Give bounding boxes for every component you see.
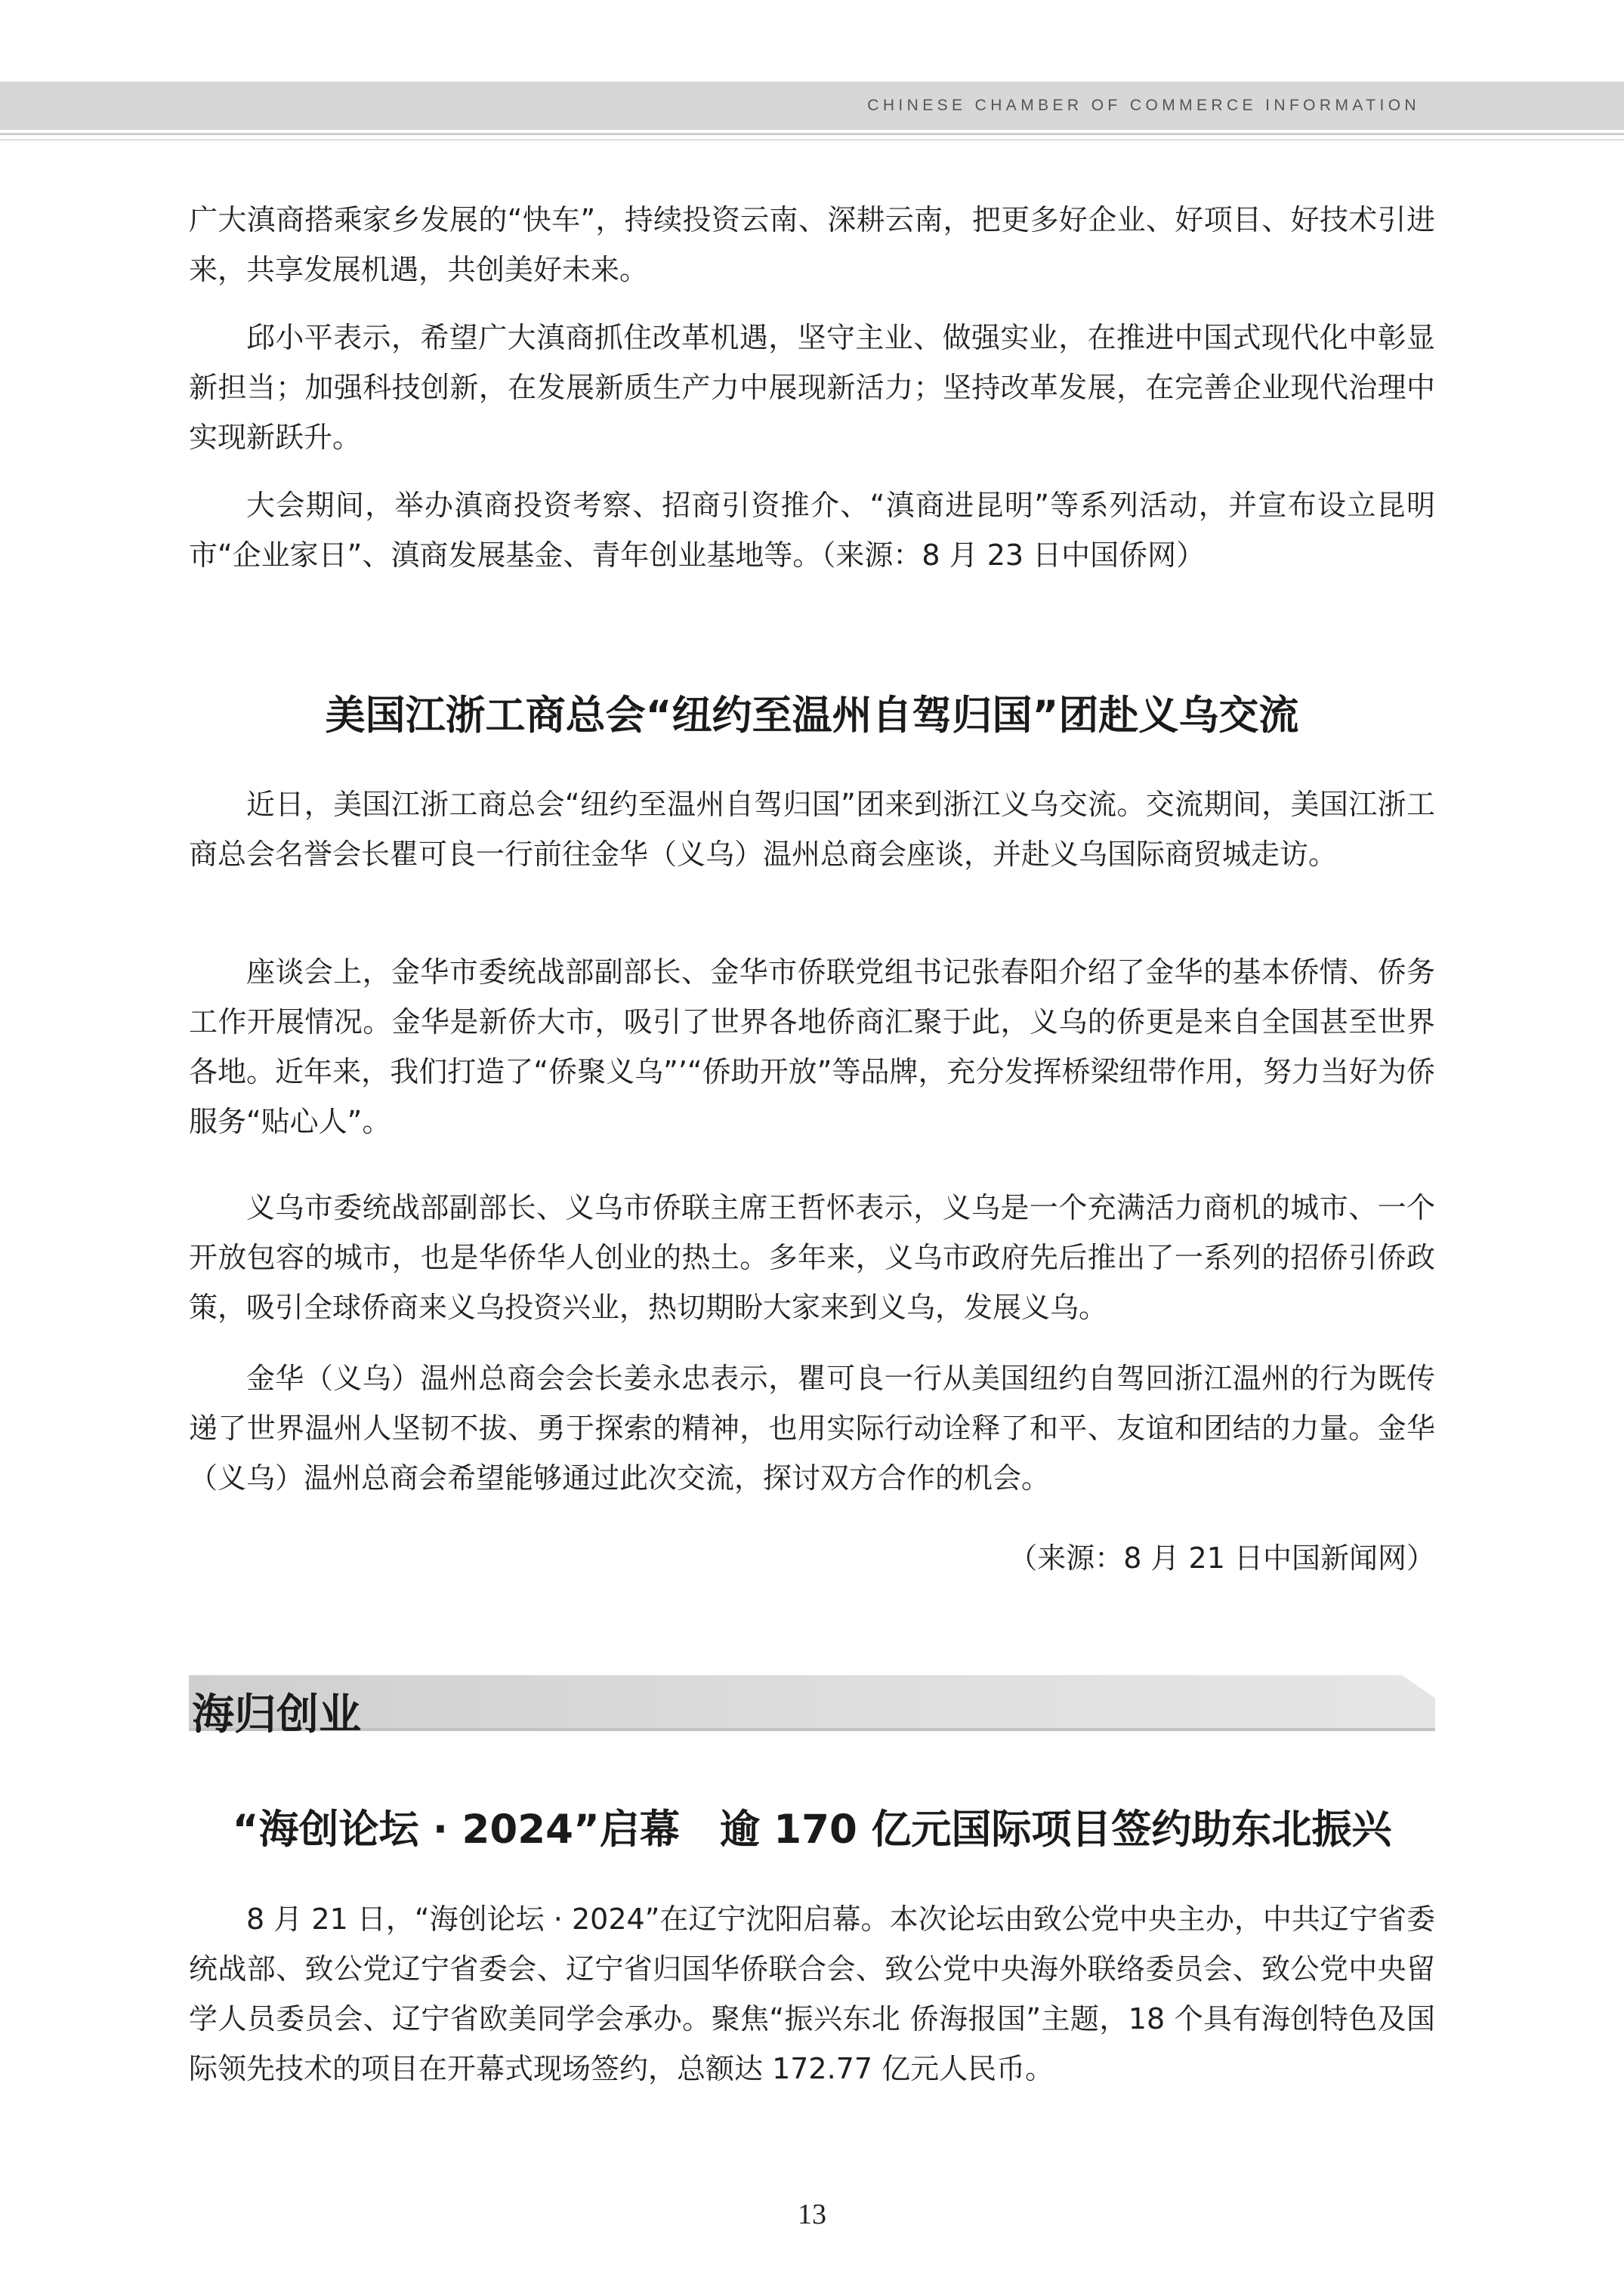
article2-paragraph-4: 金华（义乌）温州总商会会长姜永忠表示，瞿可良一行从美国纽约自驾回浙江温州的行为既传递了世界温州人坚韧不拔、勇于探索的精神，也用实际行动诠释了和平、友谊和团结的力量。金华（义乌）温州总商会希望能够通过此次交流，探讨双方合作的机会。 bbox=[189, 1362, 1435, 1495]
article3-title: “海创论坛 · 2024”启幕 逾 170 亿元国际项目签约助东北振兴 bbox=[232, 1807, 1392, 1853]
section-title: 海归创业 bbox=[192, 1690, 361, 1739]
article1-paragraph-3: 大会期间，举办滇商投资考察、招商引资推介、“滇商进昆明”等系列活动，并宣布设立昆明市“企业家日”、滇商发展基金、青年创业基地等。（来源：8 月 23 日中国侨网） bbox=[189, 489, 1435, 572]
header-rule bbox=[0, 133, 1624, 135]
section-bar-shape bbox=[189, 1675, 1435, 1731]
article2-paragraph-2: 座谈会上，金华市委统战部副部长、金华市侨联党组书记张春阳介绍了金华的基本侨情、侨务工作开展情况。金华是新侨大市，吸引了世界各地侨商汇聚于此，义乌的侨更是来自全国甚至世界各地。近年来，我们打造了“侨聚义乌”’“侨助开放”等品牌，充分发挥桥梁纽带作用，努力当好为侨服务“贴心人”。 bbox=[189, 955, 1435, 1138]
article2-source: （来源：8 月 21 日中国新闻网） bbox=[1008, 1542, 1435, 1575]
article2-title: 美国江浙工商总会“纽约至温州自驾归国”团赴义乌交流 bbox=[325, 693, 1299, 739]
page-number: 13 bbox=[798, 2199, 826, 2230]
section-header bbox=[189, 1675, 1435, 1739]
article1-paragraph-2: 邱小平表示，希望广大滇商抓住改革机遇，坚守主业、做强实业，在推进中国式现代化中彰显新担当；加强科技创新，在发展新质生产力中展现新活力；坚持改革发展，在完善企业现代治理中实现新跃升。 bbox=[189, 321, 1435, 454]
article2-paragraph-3: 义乌市委统战部副部长、义乌市侨联主席王哲怀表示，义乌是一个充满活力商机的城市、一个开放包容的城市，也是华侨华人创业的热土。多年来，义乌市政府先后推出了一系列的招侨引侨政策，吸引全球侨商来义乌投资兴业，热切期盼大家来到义乌，发展义乌。 bbox=[189, 1191, 1435, 1324]
running-header: CHINESE CHAMBER OF COMMERCE INFORMATION bbox=[867, 97, 1420, 114]
header-rule-thin bbox=[0, 139, 1624, 140]
article1-paragraph-1: 广大滇商搭乘家乡发展的“快车”，持续投资云南、深耕云南，把更多好企业、好项目、好技术引进来，共享发展机遇，共创美好未来。 bbox=[189, 203, 1435, 286]
article3-paragraph-1: 8 月 21 日，“海创论坛 · 2024”在辽宁沈阳启幕。本次论坛由致公党中央主办，中共辽宁省委统战部、致公党辽宁省委会、辽宁省归国华侨联合会、致公党中央海外联络委员会、致公党中央留学人员委员会、辽宁省欧美同学会承办。聚焦“振兴东北 侨海报国”主题，18 个具有海创特色及国际领先技术的项目在开幕式现场签约，总额达 172.77 亿元人民币。 bbox=[189, 1903, 1435, 2085]
article2-paragraph-1: 近日，美国江浙工商总会“纽约至温州自驾归国”团来到浙江义乌交流。交流期间，美国江浙工商总会名誉会长瞿可良一行前往金华（义乌）温州总商会座谈，并赴义乌国际商贸城走访。 bbox=[189, 788, 1435, 871]
